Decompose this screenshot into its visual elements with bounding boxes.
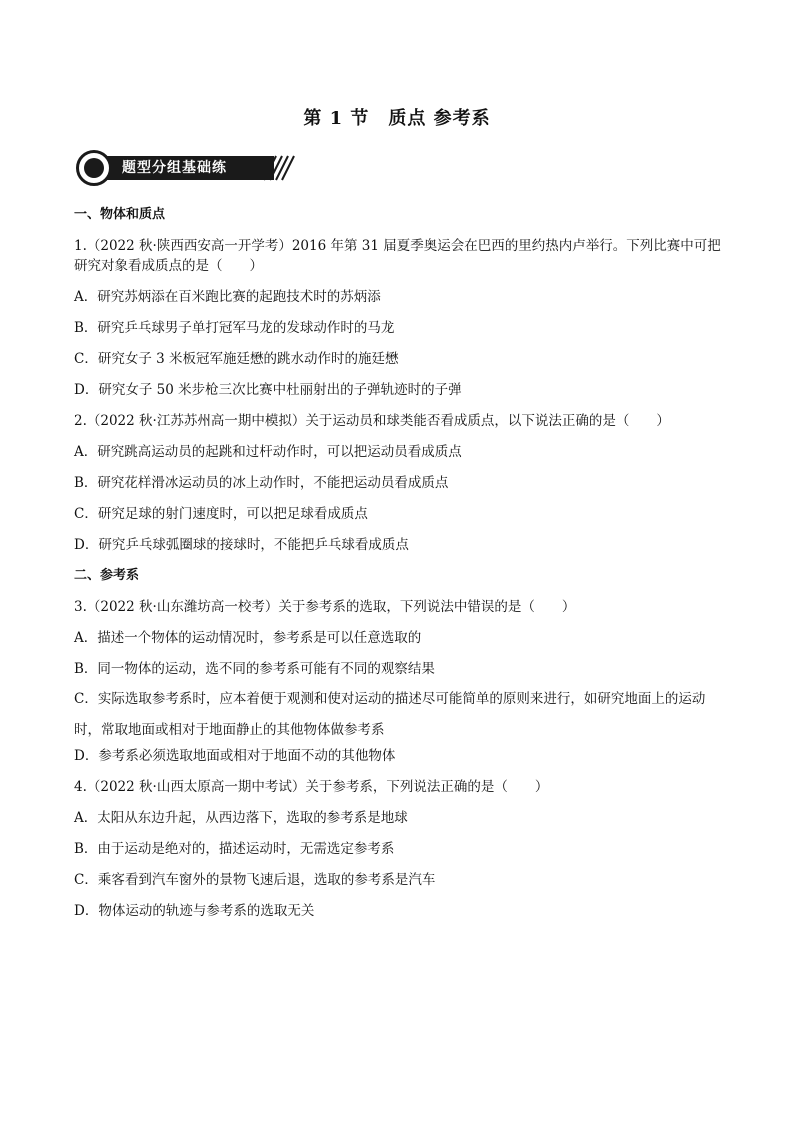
option-b: B．同一物体的运动，选不同的参考系可能有不同的观察结果 [74,661,435,677]
option-b: B．研究乒乓球男子单打冠军马龙的发球动作时的马龙 [74,320,395,336]
option-d: D．研究乒乓球弧圈球的接球时，不能把乒乓球看成质点 [74,537,409,553]
option-b: B．由于运动是绝对的，描述运动时，无需选定参考系 [74,841,395,857]
option-c: C．乘客看到汽车窗外的景物飞速后退，选取的参考系是汽车 [74,872,436,888]
option-a: A．研究跳高运动员的起跳和过杆动作时，可以把运动员看成质点 [74,444,462,460]
option-a: A．太阳从东边升起，从西边落下，选取的参考系是地球 [74,810,408,826]
question-stem: 2.（2022 秋·江苏苏州高一期中模拟）关于运动员和球类能否看成质点，以下说法正确的是（ ） [74,413,670,429]
document-body [74,205,724,932]
option-c: C．研究女子 3 米板冠军施廷懋的跳水动作时的施廷懋 [74,351,399,367]
option-d: D．物体运动的轨迹与参考系的选取无关 [74,903,315,919]
option-c: C．研究足球的射门速度时，可以把足球看成质点 [74,506,368,522]
section-banner [76,150,296,186]
section-heading: 二、参考系 [74,568,140,583]
question-stem: 1.（2022 秋·陕西西安高一开学考）2016 年第 31 届夏季奥运会在巴西的里约热内卢举行。下列比赛中可把研究对象看成质点的是（ ） [74,238,721,274]
question-stem: 4.（2022 秋·山西太原高一期中考试）关于参考系，下列说法正确的是（ ） [74,779,549,795]
option-a: A．研究苏炳添在百米跑比赛的起跑技术时的苏炳添 [74,289,381,305]
option-d: D．研究女子 50 米步枪三次比赛中杜丽射出的子弹轨迹时的子弹 [74,382,462,398]
option-c: C．实际选取参考系时，应本着便于观测和使对运动的描述尽可能简单的原则来进行，如研究地面上的运动时，常取地面或相对于地面静止的其他物体做参考系 [74,691,706,738]
page-title: 第 1 节 质点 参考系 [303,108,491,129]
option-a: A．描述一个物体的运动情况时，参考系是可以任意选取的 [74,630,422,646]
banner-label: 题型分组基础练 [94,156,274,180]
section-heading: 一、物体和质点 [74,207,166,222]
question-stem: 3.（2022 秋·山东潍坊高一校考）关于参考系的选取，下列说法中错误的是（ ） [74,599,576,615]
banner-logo-icon [76,150,112,186]
option-d: D．参考系必须选取地面或相对于地面不动的其他物体 [74,748,396,764]
option-b: B．研究花样滑冰运动员的冰上动作时，不能把运动员看成质点 [74,475,449,491]
